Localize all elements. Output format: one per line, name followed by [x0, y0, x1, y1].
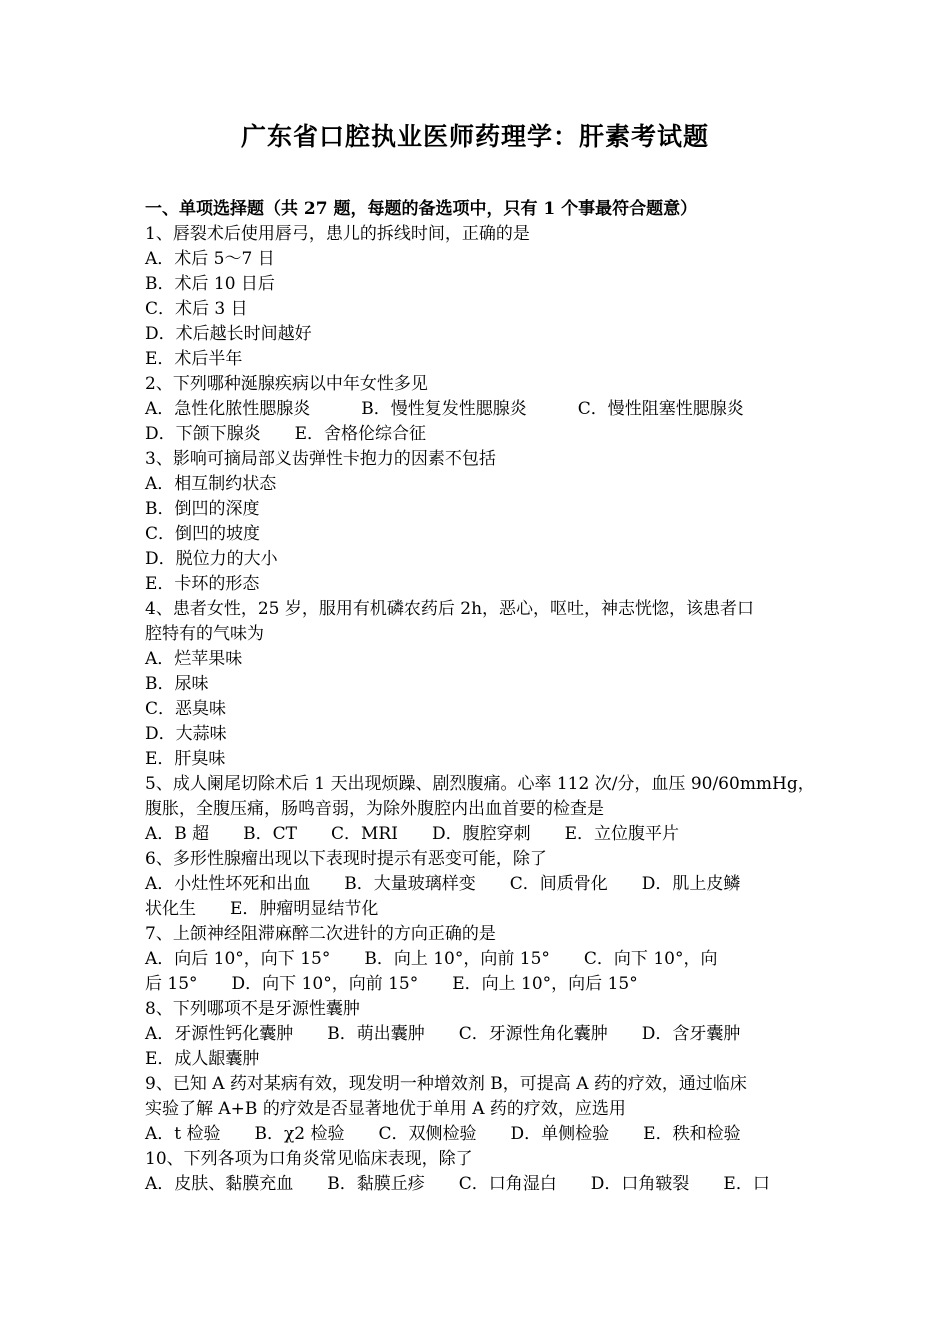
option-line: E．术后半年 — [145, 349, 243, 369]
question-4: 4、患者女性，25 岁，服用有机磷农药后 2h，恶心，呕吐，神志恍惚，该患者口 — [145, 599, 755, 619]
option-line: E．成人龈囊肿 — [145, 1049, 260, 1069]
option-line: A．牙源性钙化囊肿 B．萌出囊肿 C．牙源性角化囊肿 D．含牙囊肿 — [145, 1024, 741, 1044]
section-heading: 一、单项选择题（共 27 题，每题的备选项中，只有 1 个事最符合题意） — [145, 199, 698, 219]
option-line: C．术后 3 日 — [145, 299, 248, 319]
question-4-cont: 腔特有的气味为 — [145, 624, 264, 644]
question-8: 8、下列哪项不是牙源性囊肿 — [145, 999, 360, 1019]
document-title: 广东省口腔执业医师药理学：肝素考试题 — [240, 122, 709, 151]
question-3: 3、影响可摘局部义齿弹性卡抱力的因素不包括 — [145, 449, 496, 469]
question-9-cont: 实验了解 A+B 的疗效是否显著地优于单用 A 药的疗效，应选用 — [145, 1099, 626, 1119]
option-line: B．术后 10 日后 — [145, 274, 275, 294]
option-line: A．急性化脓性腮腺炎 B．慢性复发性腮腺炎 C．慢性阻塞性腮腺炎 — [145, 399, 744, 419]
question-7: 7、上颌神经阻滞麻醉二次进针的方向正确的是 — [145, 924, 496, 944]
option-line: D．脱位力的大小 — [145, 549, 278, 569]
option-line: 后 15° D．向下 10°，向前 15° E．向上 10°，向后 15° — [145, 974, 638, 994]
option-line: D．大蒜味 — [145, 724, 227, 744]
question-5: 5、成人阑尾切除术后 1 天出现烦躁、剧烈腹痛。心率 112 次/分，血压 90/60mmHg， — [145, 774, 815, 794]
question-6: 6、多形性腺瘤出现以下表现时提示有恶变可能，除了 — [145, 849, 547, 869]
option-line: A．烂苹果味 — [145, 649, 243, 669]
question-1: 1、唇裂术后使用唇弓，患儿的拆线时间，正确的是 — [145, 224, 530, 244]
question-10: 10、下列各项为口角炎常见临床表现，除了 — [145, 1149, 473, 1169]
option-line: A．相互制约状态 — [145, 474, 277, 494]
option-line: E．肝臭味 — [145, 749, 226, 769]
question-9: 9、已知 A 药对某病有效，现发明一种增效剂 B，可提高 A 药的疗效，通过临床 — [145, 1074, 747, 1094]
question-2: 2、下列哪种涎腺疾病以中年女性多见 — [145, 374, 428, 394]
option-line: C．倒凹的坡度 — [145, 524, 261, 544]
option-line: A．t 检验 B．χ2 检验 C．双侧检验 D．单侧检验 E．秩和检验 — [145, 1124, 741, 1144]
option-line: E．卡环的形态 — [145, 574, 260, 594]
option-line: B．尿味 — [145, 674, 209, 694]
option-line: A．术后 5～7 日 — [145, 249, 275, 269]
option-line: D．下颌下腺炎 E．舍格伦综合征 — [145, 424, 427, 444]
option-line: A．小灶性坏死和出血 B．大量玻璃样变 C．间质骨化 D．肌上皮鳞 — [145, 874, 741, 894]
option-line: A．B 超 B．CT C．MRI D．腹腔穿刺 E．立位腹平片 — [145, 824, 679, 844]
option-line: B．倒凹的深度 — [145, 499, 260, 519]
option-line: C．恶臭味 — [145, 699, 227, 719]
option-line: A．皮肤、黏膜充血 B．黏膜丘疹 C．口角湿白 D．口角皲裂 E．口 — [145, 1174, 770, 1194]
option-line: A．向后 10°，向下 15° B．向上 10°，向前 15° C．向下 10°，向 — [145, 949, 718, 969]
question-5-cont: 腹胀，全腹压痛，肠鸣音弱，为除外腹腔内出血首要的检查是 — [145, 799, 604, 819]
option-line: D．术后越长时间越好 — [145, 324, 312, 344]
option-line: 状化生 E．肿瘤明显结节化 — [145, 899, 379, 919]
